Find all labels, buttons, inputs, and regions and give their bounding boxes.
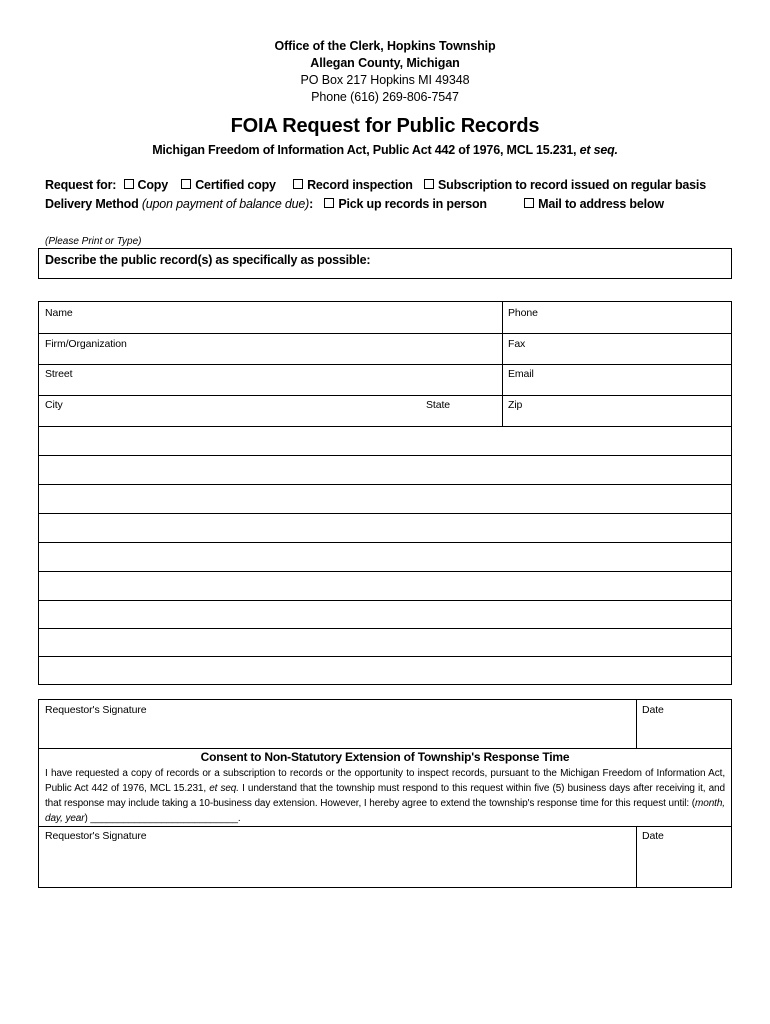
email-input[interactable] <box>508 379 723 393</box>
consent-row-divider <box>39 826 731 827</box>
street-label: Street <box>45 368 73 380</box>
phone-label: Phone <box>508 307 538 319</box>
form-subtitle <box>0 143 770 157</box>
consent-et-seq: et seq. <box>209 783 239 794</box>
consent-title: Consent to Non-Statutory Extension of Township's Response Time <box>200 750 570 764</box>
signature-date-divider <box>636 700 637 748</box>
option-record-inspection-label: Record inspection <box>307 178 413 192</box>
row-divider <box>39 628 731 629</box>
copy-checkbox[interactable] <box>124 179 134 189</box>
option-subscription[interactable] <box>424 178 706 192</box>
delivery-method-label: Delivery Method <box>45 197 139 211</box>
option-certified-copy[interactable] <box>181 178 276 192</box>
row-divider <box>39 513 731 514</box>
row-divider <box>39 426 731 427</box>
consent-signature-label: Requestor's Signature <box>45 830 147 842</box>
option-subscription-label: Subscription to record issued on regular basis <box>438 178 706 192</box>
consent-text-c: ) ___________________________. <box>84 813 241 824</box>
office-phone: Phone (616) 269-806-7547 <box>311 90 459 104</box>
consent-text <box>45 766 725 826</box>
row-divider <box>39 656 731 657</box>
describe-records-box[interactable] <box>38 248 732 279</box>
subscription-checkbox[interactable] <box>424 179 434 189</box>
name-label: Name <box>45 307 73 319</box>
option-mail-label: Mail to address below <box>538 197 664 211</box>
row-divider <box>39 364 731 365</box>
column-divider <box>502 302 503 426</box>
name-input[interactable] <box>45 318 495 332</box>
option-pick-up-label: Pick up records in person <box>338 197 487 211</box>
office-name: Office of the Clerk, Hopkins Township <box>274 39 496 53</box>
row-divider <box>39 484 731 485</box>
firm-label: Firm/Organization <box>45 338 127 350</box>
pick-up-checkbox[interactable] <box>324 198 334 208</box>
street-input[interactable] <box>45 379 495 393</box>
consent-text-b: I understand that the township must respond to this request within five (5) business days after receiving it, and that response may include taking a 10-business day extension. However, I hereby agree to extend the township's response time for this request until: ( <box>45 783 725 809</box>
option-record-inspection[interactable] <box>293 178 413 192</box>
describe-records-label: Describe the public record(s) as specifically as possible: <box>45 253 371 267</box>
option-mail[interactable] <box>524 197 664 211</box>
signature-row-divider <box>39 748 731 749</box>
consent-text-a: I have requested a copy of records or a subscription to records or the opportunity to inspect records, pursuant to the Michigan Freedom of Information Act, Public Act 442 of 1976, MCL 15.231, <box>45 768 725 794</box>
form-title: FOIA Request for Public Records <box>230 115 540 137</box>
subtitle-text: Michigan Freedom of Information Act, Public Act 442 of 1976, MCL 15.231, <box>152 143 580 157</box>
option-copy-label: Copy <box>137 178 168 192</box>
consent-date-hint: month, day, year <box>45 798 725 824</box>
row-divider <box>39 542 731 543</box>
firm-input[interactable] <box>45 349 495 363</box>
zip-label: Zip <box>508 399 523 411</box>
signature-consent-box <box>38 699 732 888</box>
signature-date-label: Date <box>642 704 664 716</box>
row-divider <box>39 455 731 456</box>
requestor-signature-label: Requestor's Signature <box>45 704 147 716</box>
city-input[interactable] <box>45 410 415 424</box>
option-copy[interactable] <box>124 178 168 192</box>
consent-date-label: Date <box>642 830 664 842</box>
row-divider <box>39 395 731 396</box>
fax-input[interactable] <box>508 349 723 363</box>
zip-input[interactable] <box>508 410 723 424</box>
request-for-row <box>45 178 706 192</box>
state-label: State <box>426 399 451 411</box>
option-pick-up[interactable] <box>324 197 487 211</box>
city-label: City <box>45 399 63 411</box>
print-note: (Please Print or Type) <box>45 236 142 247</box>
row-divider <box>39 571 731 572</box>
record-inspection-checkbox[interactable] <box>293 179 303 189</box>
certified-copy-checkbox[interactable] <box>181 179 191 189</box>
office-address: PO Box 217 Hopkins MI 49348 <box>300 73 470 87</box>
contact-info-box <box>38 301 732 685</box>
office-header <box>0 38 770 106</box>
consent-date-divider <box>636 826 637 887</box>
row-divider <box>39 333 731 334</box>
mail-checkbox[interactable] <box>524 198 534 208</box>
phone-input[interactable] <box>508 318 723 332</box>
county-name: Allegan County, Michigan <box>310 56 460 70</box>
delivery-method-row <box>45 197 664 211</box>
subtitle-italic: et seq. <box>579 143 618 157</box>
delivery-method-hint: (upon payment of balance due) <box>141 197 310 211</box>
option-certified-copy-label: Certified copy <box>195 178 276 192</box>
request-for-label: Request for: <box>45 178 117 192</box>
row-divider <box>39 600 731 601</box>
delivery-colon: : <box>309 197 314 211</box>
state-input[interactable] <box>426 410 496 424</box>
email-label: Email <box>508 368 534 380</box>
fax-label: Fax <box>508 338 526 350</box>
